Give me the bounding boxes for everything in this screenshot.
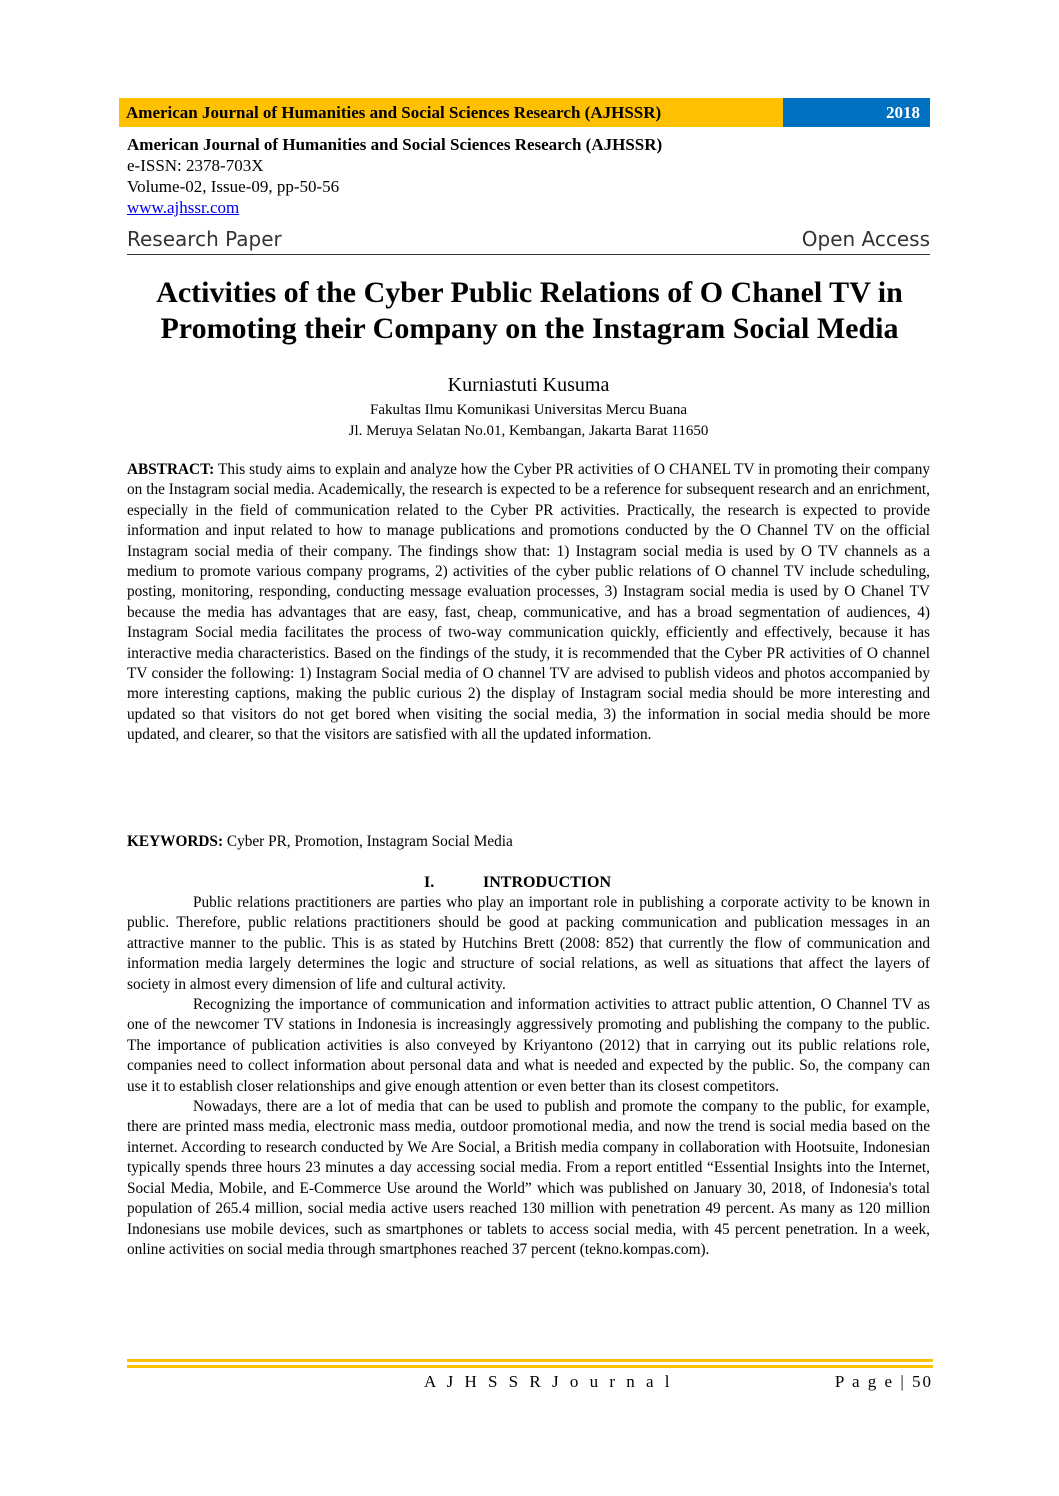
section-number: I. [424, 874, 435, 891]
journal-meta [127, 134, 930, 218]
paper-title: Activities of the Cyber Public Relations of O Chanel TV in Promoting their Company on the Instagram Social Media [156, 276, 903, 345]
paragraph: Recognizing the importance of communication and information activities to attract public attention, O Channel TV as one of the newcomer TV stations in Indonesia is increasingly aggressively promoting and publishing the company to the public. The importance of publication activities is also conveyed by Kriyantono (2012) that in carrying out its public relations role, companies need to collect information about personal data and what is needed and expected by the public. So, the company can use it to establish closer relationships and give enough attention or even better than its closest competitors. [127, 996, 930, 1095]
footer-divider [127, 1359, 933, 1371]
paper-type: Research Paper [127, 227, 282, 251]
abstract-text: This study aims to explain and analyze how the Cyber PR activities of O CHANEL TV in promoting their company on the Instagram social media. Academically, the research is expected to be a reference for subsequent research and an enrichment, especially in the field of communication related to the Cyber PR activities. Practically, the research is expected to provide information and input related to how to manage publications and promotions conducted by the O Channel TV on the official Instagram social media of their company. The findings show that: 1) Instagram social media is used by O TV channels as a medium to promote various company programs, 2) activities of the cyber public relations of O channel TV include scheduling, posting, monitoring, responding, conducting message evaluation processes, 3) Instagram social media is used by O Chanel TV because the media has advantages that are easy, fast, cheap, communicative, and has a broad segmentation of audiences, 4) Instagram Social media facilitates the process of two-way communication quickly, efficiently and effectively, because it has interactive media characteristics. Based on the findings of the study, it is recommended that the Cyber PR activities of O channel TV consider the following: 1) Instagram Social media of O channel TV are advised to publish videos and photos accompanied by more interesting captions, making the public curious 2) the display of Instagram social media should be more interesting and updated so that visitors do not get bored when visiting the social media, 3) the information in social media should be more updated, and clearer, so that the visitors are satisfied with all the updated information. [127, 461, 930, 744]
page-footer [127, 1372, 933, 1396]
section-title: INTRODUCTION [483, 874, 612, 891]
issn: e-ISSN: 2378-703X [127, 156, 264, 175]
author-name: Kurniastuti Kusuma [447, 374, 610, 396]
keywords-text: Cyber PR, Promotion, Instagram Social Media [226, 833, 513, 850]
page-number: P a g e | 50 [834, 1372, 933, 1391]
header-journal-name: American Journal of Humanities and Social Sciences Research (AJHSSR) [119, 98, 783, 127]
keywords-label: KEYWORDS: [127, 833, 224, 850]
affiliation [127, 400, 930, 442]
affiliation-line-2: Jl. Meruya Selatan No.01, Kembangan, Jakarta Barat 11650 [348, 423, 709, 439]
paragraph: Public relations practitioners are parties who play an important role in publishing a corporate activity to be known in public. Therefore, public relations practitioners should be good at packing communication and publication messages in an attractive manner to the public. This is as stated by Hutchins Brett (2008: 852) that currently the flow of communication and information media largely determines the logic and structure of social relations, as well as situations that affect the layers of society in almost every dimension of life and cultural activity. [127, 894, 930, 993]
website-link[interactable]: www.ajhssr.com [127, 198, 240, 217]
volume-issue: Volume-02, Issue-09, pp-50-56 [127, 177, 340, 196]
access-type: Open Access [801, 227, 930, 251]
journal-name: American Journal of Humanities and Social Sciences Research (AJHSSR) [127, 135, 663, 154]
paragraph: Nowadays, there are a lot of media that can be used to publish and promote the company to the public, for example, there are printed mass media, electronic mass media, outdoor promotional media, and now the trend is social media based on the internet. According to research conducted by We Are Social, a British media company in collaboration with Hootsuite, Indonesian typically spends three hours 23 minutes a day accessing social media. From a report entitled “Essential Insights into the Internet, Social Media, Mobile, and E-Commerce Use around the World” which was published on January 30, 2018, of Indonesia's total population of 265.4 million, social media active users reached 130 million with penetration 49 percent. As many as 120 million Indonesians use mobile devices, such as smartphones or tablets to access social media, with 45 percent penetration. In a week, online activities on social media through smartphones reached 37 percent (tekno.kompas.com). [127, 1098, 930, 1258]
section-body [127, 893, 930, 1260]
footer-journal: A J H S S R J o u r n a l [424, 1372, 674, 1391]
keywords [127, 832, 930, 852]
journal-header-bar [119, 98, 930, 127]
affiliation-line-1: Fakultas Ilmu Komunikasi Universitas Mercu Buana [369, 402, 688, 418]
header-year: 2018 [783, 98, 930, 127]
abstract [127, 460, 930, 746]
section-heading [127, 874, 930, 894]
abstract-label: ABSTRACT: [127, 461, 215, 478]
paper-type-row [127, 223, 930, 255]
